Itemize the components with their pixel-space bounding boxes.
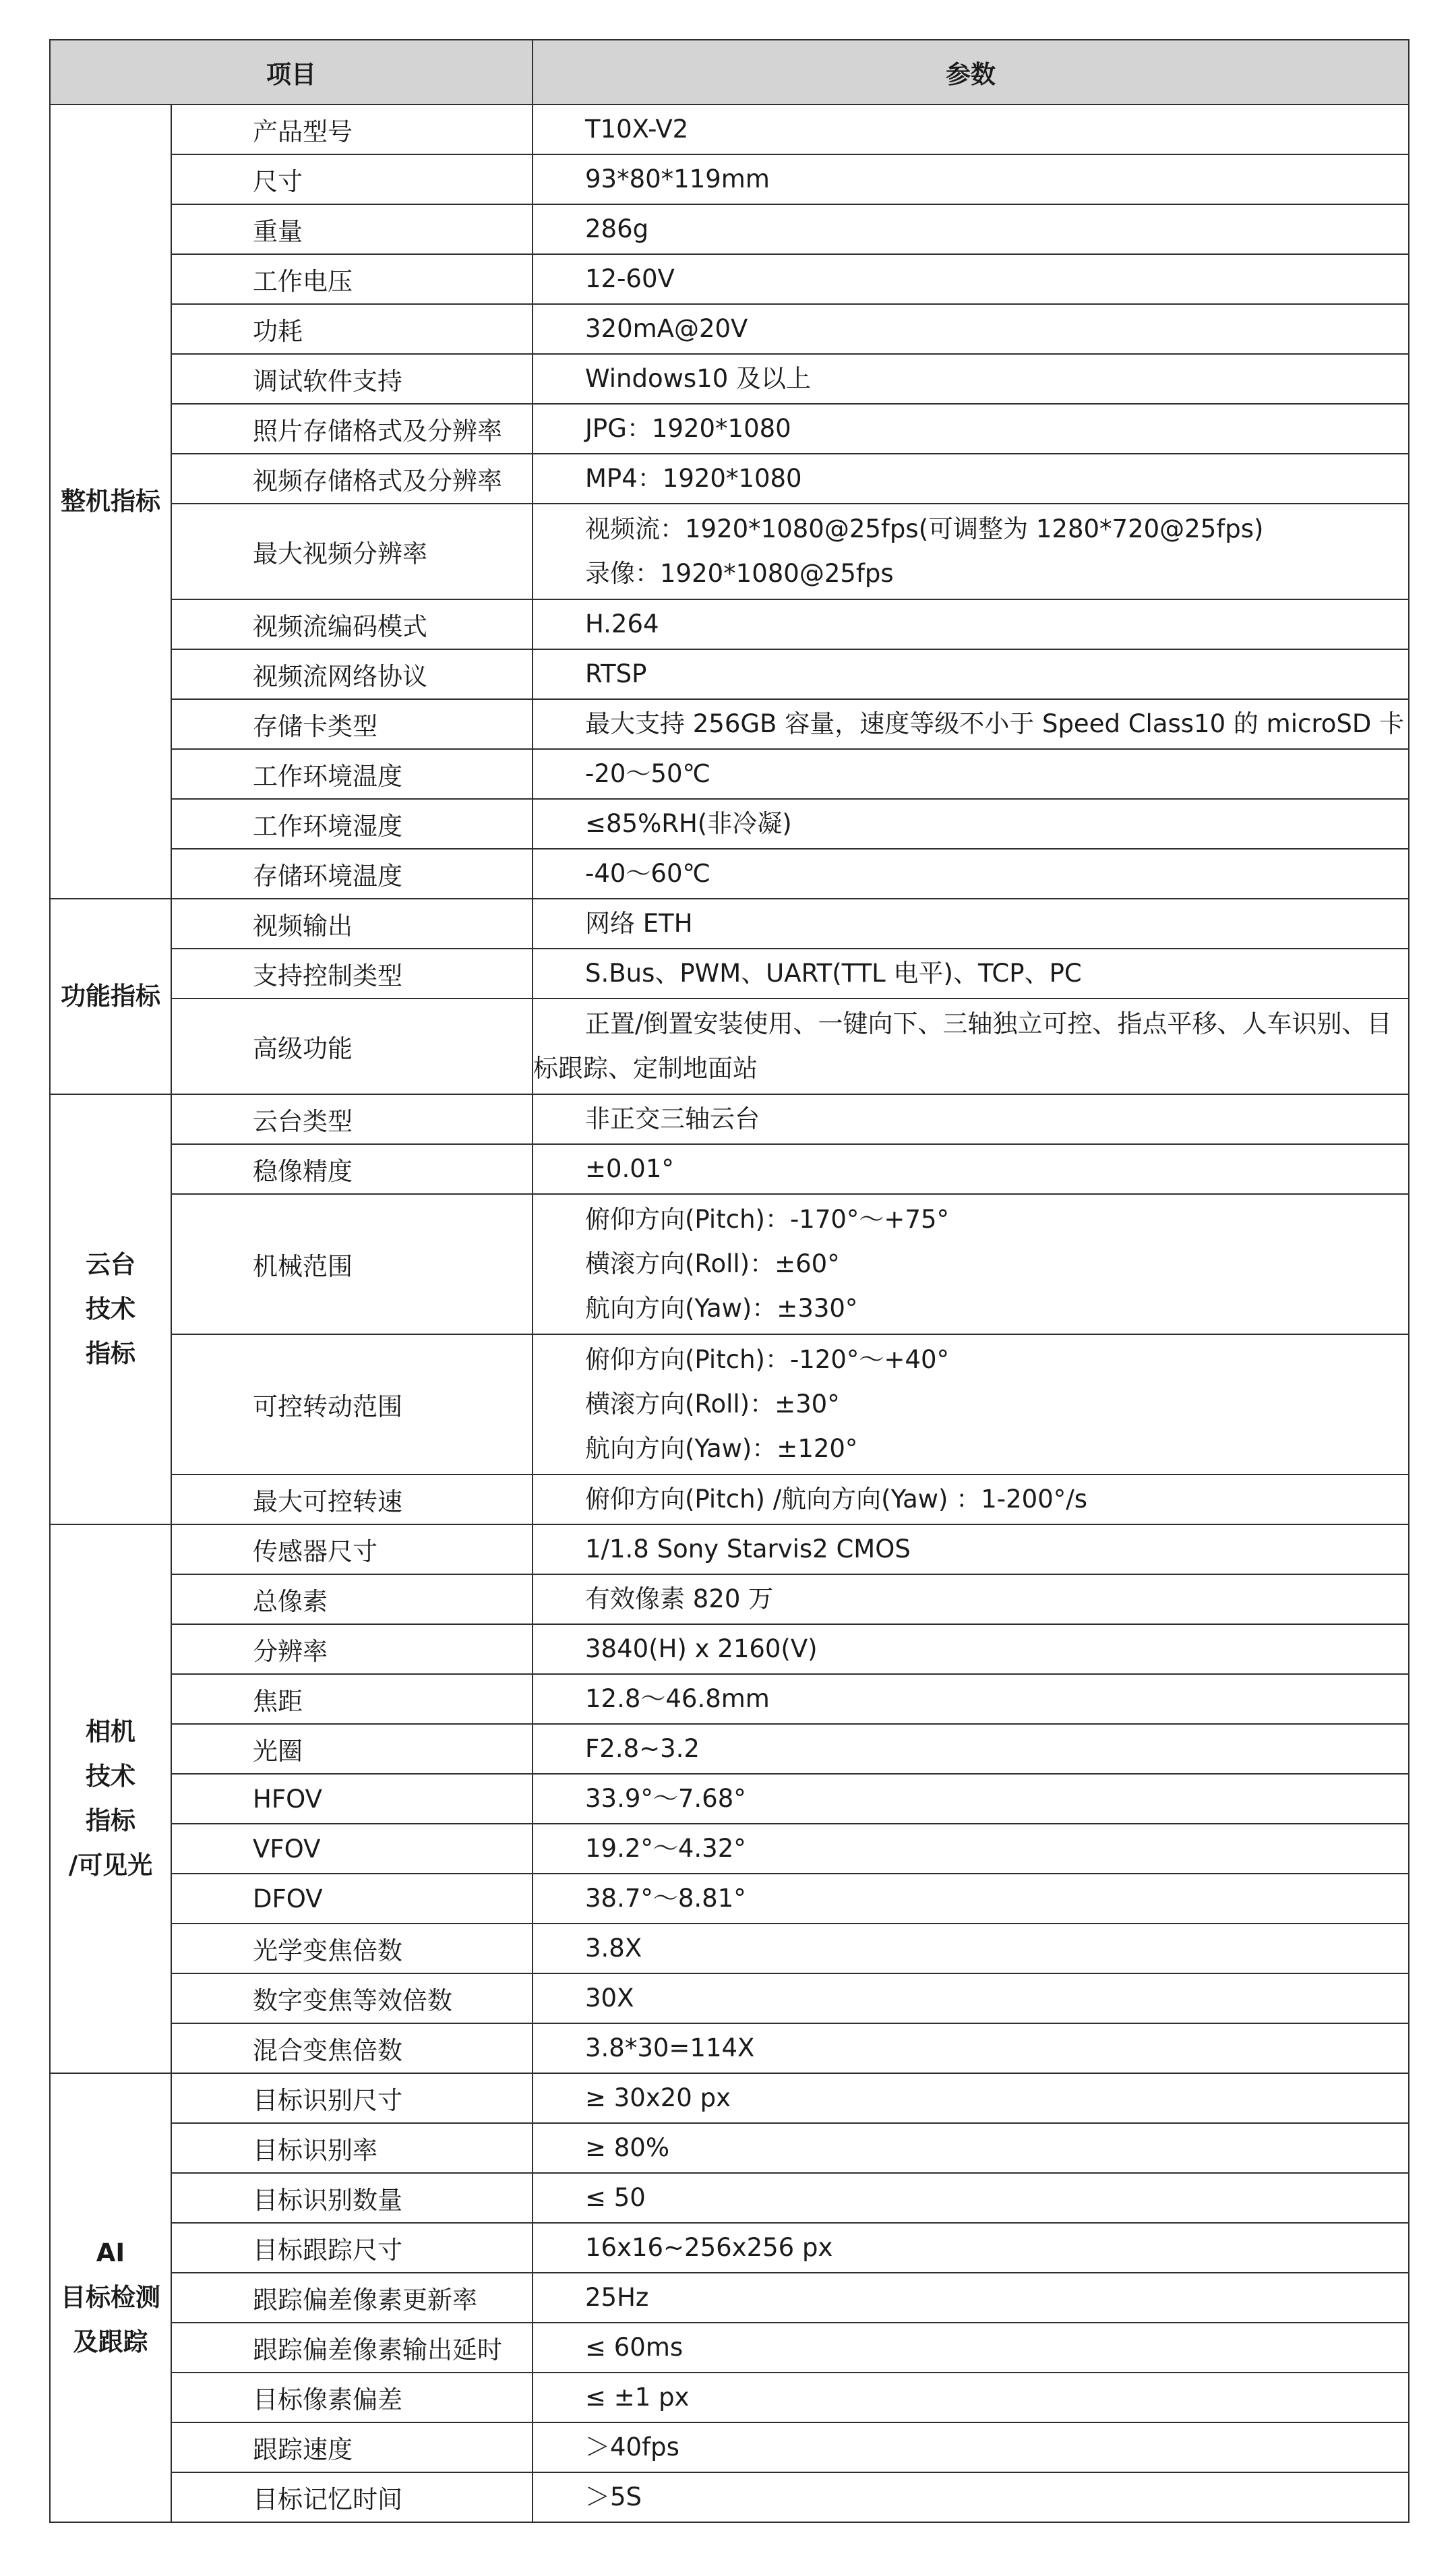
item-name: 目标识别率	[171, 2123, 533, 2173]
item-name: 尺寸	[171, 154, 533, 204]
table-row	[50, 354, 1409, 404]
item-value	[533, 154, 1409, 204]
table-row	[50, 1524, 1409, 1574]
value-line: 俯仰方向(Pitch)：-170°～+75°	[585, 1205, 950, 1234]
item-value	[533, 2422, 1409, 2472]
value-line: ≥ 80%	[585, 2133, 670, 2162]
category-cell	[50, 105, 171, 899]
value-line: ＞40fps	[585, 2433, 679, 2462]
item-name: 调试软件支持	[171, 354, 533, 404]
item-value	[533, 1144, 1409, 1194]
item-name: 分辨率	[171, 1624, 533, 1674]
value-line: MP4：1920*1080	[585, 464, 802, 493]
item-name: 跟踪偏差像素更新率	[171, 2273, 533, 2323]
table-row	[50, 699, 1409, 749]
header-row	[50, 40, 1409, 105]
value-line: F2.8~3.2	[585, 1734, 700, 1763]
table-row	[50, 1334, 1409, 1474]
category-label: 技术	[86, 1294, 135, 1323]
item-value	[533, 504, 1409, 599]
item-name: 传感器尺寸	[171, 1524, 533, 1574]
item-value	[533, 1334, 1409, 1474]
value-line: 12-60V	[585, 264, 675, 293]
item-name: 云台类型	[171, 1094, 533, 1144]
item-name: 目标像素偏差	[171, 2373, 533, 2422]
category-label: 及跟踪	[73, 2327, 148, 2356]
table-row	[50, 2223, 1409, 2273]
value-line: 视频流：1920*1080@25fps(可调整为 1280*720@25fps)	[585, 514, 1264, 543]
item-name: 最大视频分辨率	[171, 504, 533, 599]
table-row	[50, 1194, 1409, 1334]
value-line: 3840(H) x 2160(V)	[585, 1634, 818, 1663]
item-name: 存储环境温度	[171, 849, 533, 899]
value-line: 3.8X	[585, 1934, 642, 1963]
value-line: 最大支持 256GB 容量，速度等级不小于 Speed Class10 的 microSD 卡	[585, 709, 1405, 738]
value-line: 横滚方向(Roll)：±60°	[585, 1249, 840, 1278]
category-label: 云台	[86, 1250, 135, 1279]
item-value	[533, 1724, 1409, 1774]
table-row	[50, 1924, 1409, 1973]
value-line: 3.8*30=114X	[585, 2033, 755, 2062]
table-row	[50, 1624, 1409, 1674]
item-value	[533, 1874, 1409, 1924]
table-row	[50, 1674, 1409, 1724]
table-row	[50, 949, 1409, 999]
category-label: 指标	[86, 1339, 135, 1368]
item-value	[533, 1474, 1409, 1524]
category-label: 目标检测	[61, 2283, 160, 2312]
item-value	[533, 2472, 1409, 2522]
item-value	[533, 254, 1409, 304]
value-line: 正置/倒置安装使用、一键向下、三轴独立可控、指点平移、人车识别、目标跟踪、定制地面站	[533, 1009, 1392, 1083]
table-row	[50, 2123, 1409, 2173]
value-line: 横滚方向(Roll)：±30°	[585, 1390, 840, 1419]
value-line: 38.7°～8.81°	[585, 1884, 746, 1913]
item-name: 目标记忆时间	[171, 2472, 533, 2522]
item-name: 视频输出	[171, 899, 533, 949]
table-row	[50, 2173, 1409, 2223]
table-row	[50, 1824, 1409, 1874]
table-row	[50, 1574, 1409, 1624]
value-line: RTSP	[585, 659, 647, 688]
item-name: 工作环境湿度	[171, 799, 533, 849]
category-label: 整机指标	[61, 487, 160, 516]
item-value	[533, 105, 1409, 154]
category-label: 指标	[86, 1806, 135, 1835]
table-row	[50, 2323, 1409, 2373]
item-value	[533, 1824, 1409, 1874]
item-name: 视频流网络协议	[171, 649, 533, 699]
table-row	[50, 2273, 1409, 2323]
item-name: VFOV	[171, 1824, 533, 1874]
value-line: 12.8～46.8mm	[585, 1684, 770, 1713]
table-row	[50, 749, 1409, 799]
item-name: 高级功能	[171, 999, 533, 1094]
value-line: 286g	[585, 214, 649, 243]
table-row	[50, 1094, 1409, 1144]
value-line: S.Bus、PWM、UART(TTL 电平)、TCP、PC	[585, 959, 1082, 988]
table-row	[50, 454, 1409, 504]
value-line: 航向方向(Yaw)：±120°	[585, 1434, 858, 1463]
item-value	[533, 2123, 1409, 2173]
category-cell	[50, 899, 171, 1094]
category-label: AI	[96, 2238, 125, 2267]
item-value	[533, 699, 1409, 749]
item-value	[533, 204, 1409, 254]
item-name: 工作电压	[171, 254, 533, 304]
item-name: 目标识别数量	[171, 2173, 533, 2223]
value-line: 航向方向(Yaw)：±330°	[585, 1294, 858, 1323]
table-row	[50, 1724, 1409, 1774]
item-name: 工作环境温度	[171, 749, 533, 799]
item-value	[533, 304, 1409, 354]
item-value	[533, 1094, 1409, 1144]
item-value	[533, 1674, 1409, 1724]
value-line: T10X-V2	[585, 115, 689, 144]
value-line: 俯仰方向(Pitch) /航向方向(Yaw) ：1-200°/s	[585, 1485, 1088, 1514]
item-name: 存储卡类型	[171, 699, 533, 749]
item-name: HFOV	[171, 1774, 533, 1824]
table-row	[50, 799, 1409, 849]
item-name: 可控转动范围	[171, 1334, 533, 1474]
value-line: ≤ 50	[585, 2183, 646, 2212]
table-row	[50, 105, 1409, 154]
item-name: 焦距	[171, 1674, 533, 1724]
item-value	[533, 2023, 1409, 2073]
item-value	[533, 599, 1409, 649]
value-line: -40～60℃	[585, 859, 711, 888]
item-value	[533, 404, 1409, 454]
table-row	[50, 599, 1409, 649]
header-item: 项目	[50, 40, 533, 105]
item-value	[533, 354, 1409, 404]
item-value	[533, 649, 1409, 699]
item-name: 机械范围	[171, 1194, 533, 1334]
value-line: ±0.01°	[585, 1154, 674, 1183]
value-line: JPG：1920*1080	[585, 414, 791, 443]
item-value	[533, 849, 1409, 899]
category-cell	[50, 1524, 171, 2073]
item-name: 跟踪偏差像素输出延时	[171, 2323, 533, 2373]
value-line: 33.9°～7.68°	[585, 1784, 746, 1813]
item-name: 最大可控转速	[171, 1474, 533, 1524]
item-name: 目标识别尺寸	[171, 2073, 533, 2123]
table-row	[50, 2073, 1409, 2123]
item-name: 数字变焦等效倍数	[171, 1973, 533, 2023]
category-label: /可见光	[68, 1851, 153, 1880]
item-value	[533, 1973, 1409, 2023]
item-value	[533, 454, 1409, 504]
item-value	[533, 949, 1409, 999]
header-param: 参数	[533, 40, 1409, 105]
item-name: DFOV	[171, 1874, 533, 1924]
category-label: 相机	[86, 1717, 135, 1746]
table-row	[50, 2472, 1409, 2522]
item-name: 视频流编码模式	[171, 599, 533, 649]
value-line: 有效像素 820 万	[585, 1584, 774, 1613]
item-value	[533, 1574, 1409, 1624]
item-name: 支持控制类型	[171, 949, 533, 999]
value-line: ≤85%RH(非冷凝)	[585, 809, 792, 838]
table-row	[50, 1973, 1409, 2023]
table-row	[50, 1144, 1409, 1194]
value-line: H.264	[585, 609, 659, 638]
item-value	[533, 2173, 1409, 2223]
item-value	[533, 2223, 1409, 2273]
value-line: 16x16~256x256 px	[585, 2233, 833, 2262]
value-line: 30X	[585, 1984, 634, 2013]
value-line: 1/1.8 Sony Starvis2 CMOS	[585, 1535, 911, 1563]
category-cell	[50, 2073, 171, 2522]
table-row	[50, 649, 1409, 699]
table-row	[50, 404, 1409, 454]
item-name: 目标跟踪尺寸	[171, 2223, 533, 2273]
value-line: -20～50℃	[585, 759, 711, 788]
item-value	[533, 1924, 1409, 1973]
value-line: Windows10 及以上	[585, 364, 812, 393]
value-line: 19.2°～4.32°	[585, 1834, 746, 1863]
item-value	[533, 899, 1409, 949]
item-value	[533, 749, 1409, 799]
value-line: 93*80*119mm	[585, 165, 770, 193]
value-line: ＞5S	[585, 2482, 642, 2511]
item-value	[533, 2373, 1409, 2422]
value-line: 25Hz	[585, 2283, 649, 2312]
item-value	[533, 2273, 1409, 2323]
value-line: 俯仰方向(Pitch)：-120°～+40°	[585, 1345, 950, 1374]
table-row	[50, 2422, 1409, 2472]
item-name: 光学变焦倍数	[171, 1924, 533, 1973]
table-row	[50, 2023, 1409, 2073]
table-row	[50, 899, 1409, 949]
value-line: 网络 ETH	[585, 909, 693, 938]
item-name: 跟踪速度	[171, 2422, 533, 2472]
table-row	[50, 204, 1409, 254]
value-line: ≤ ±1 px	[585, 2383, 690, 2412]
table-row	[50, 1874, 1409, 1924]
table-row	[50, 154, 1409, 204]
value-line: 非正交三轴云台	[585, 1104, 760, 1133]
item-name: 重量	[171, 204, 533, 254]
table-row	[50, 254, 1409, 304]
spec-table	[49, 39, 1409, 2523]
item-name: 产品型号	[171, 105, 533, 154]
table-row	[50, 1774, 1409, 1824]
value-line: ≤ 60ms	[585, 2333, 684, 2362]
item-name: 视频存储格式及分辨率	[171, 454, 533, 504]
item-name: 照片存储格式及分辨率	[171, 404, 533, 454]
item-name: 稳像精度	[171, 1144, 533, 1194]
category-label: 功能指标	[61, 982, 160, 1011]
table-row	[50, 304, 1409, 354]
value-line: 录像：1920*1080@25fps	[585, 559, 894, 588]
item-name: 功耗	[171, 304, 533, 354]
category-cell	[50, 1094, 171, 1524]
item-name: 混合变焦倍数	[171, 2023, 533, 2073]
item-value	[533, 1524, 1409, 1574]
item-value	[533, 2073, 1409, 2123]
item-value	[533, 1774, 1409, 1824]
value-line: ≥ 30x20 px	[585, 2083, 731, 2112]
item-value	[533, 2323, 1409, 2373]
table-row	[50, 1474, 1409, 1524]
item-value	[533, 999, 1409, 1094]
value-line: 320mA@20V	[585, 314, 748, 343]
item-value	[533, 1624, 1409, 1674]
item-name: 总像素	[171, 1574, 533, 1624]
item-value	[533, 1194, 1409, 1334]
item-value	[533, 799, 1409, 849]
category-label: 技术	[86, 1762, 135, 1791]
item-name: 光圈	[171, 1724, 533, 1774]
table-row	[50, 504, 1409, 599]
table-row	[50, 2373, 1409, 2422]
table-row	[50, 999, 1409, 1094]
table-row	[50, 849, 1409, 899]
spec-table-body	[50, 40, 1409, 2522]
